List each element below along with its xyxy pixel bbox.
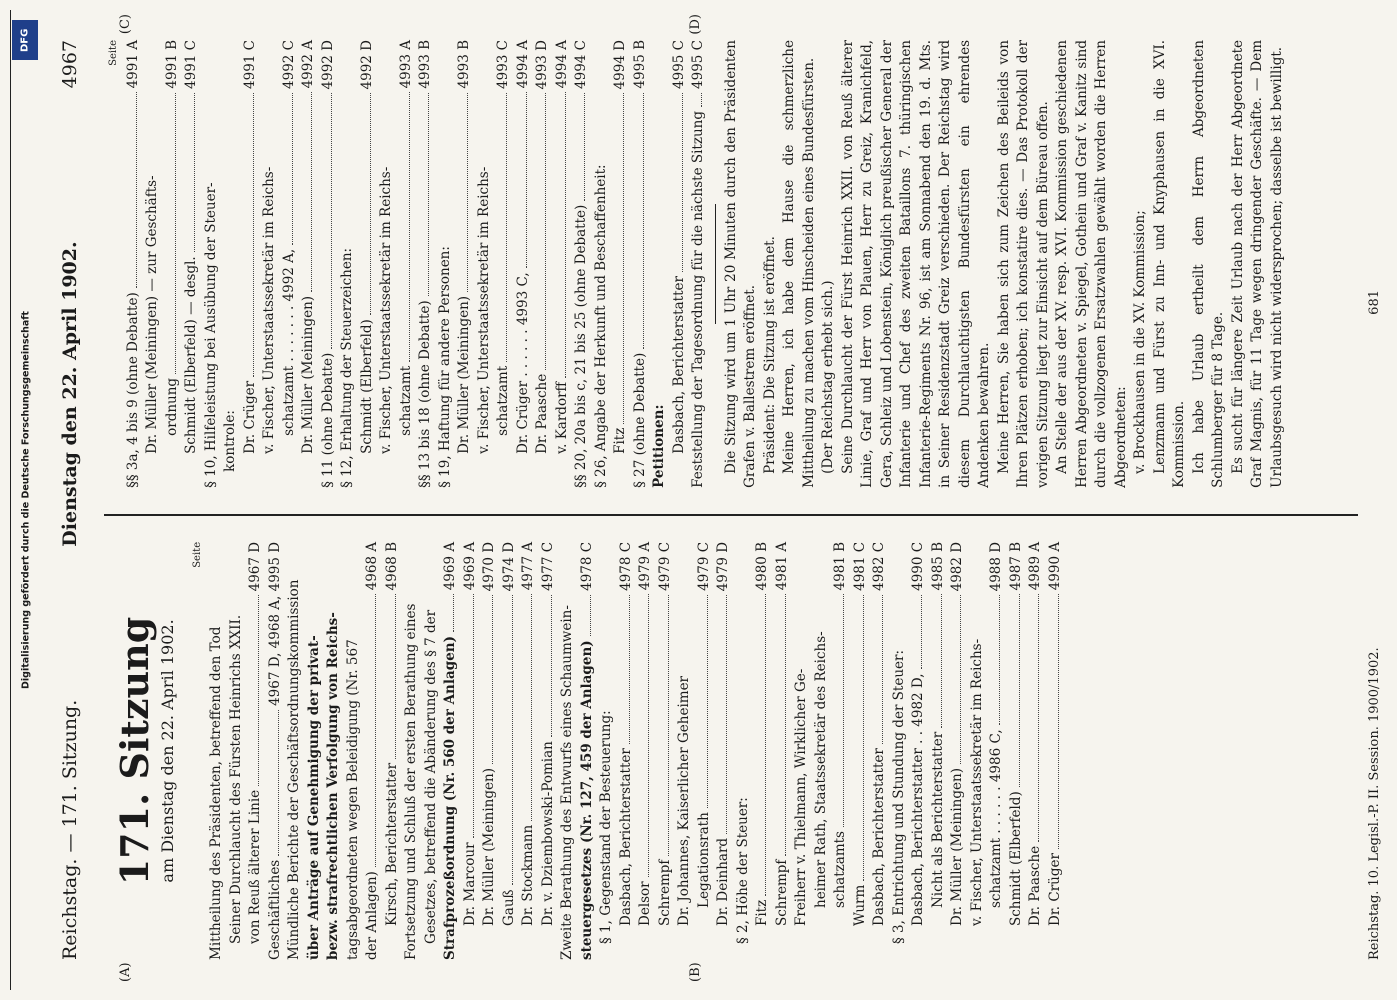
toc-page-ref: 4982 D bbox=[949, 541, 965, 592]
toc-entry bbox=[656, 542, 676, 960]
toc-entry bbox=[592, 40, 612, 488]
toc-entry bbox=[714, 542, 734, 960]
toc-entry-text: § 10, Hilfeleistung bei Ausübung der Steuer- bbox=[202, 182, 219, 488]
toc-entry bbox=[163, 40, 183, 488]
toc-leader-dots bbox=[726, 595, 727, 834]
toc-entry bbox=[363, 542, 383, 960]
footer-page-number: 681 bbox=[1367, 290, 1382, 315]
toc-page-ref: 4995 C bbox=[670, 40, 687, 89]
toc-entry-text: Petitionen: bbox=[651, 404, 667, 488]
left-column bbox=[104, 542, 1358, 960]
toc-entry bbox=[124, 40, 144, 488]
toc-entry-text: Schmidt (Elberfeld) bbox=[1007, 791, 1024, 926]
header-center: Dienstag den 22. April 1902. bbox=[59, 241, 81, 547]
toc-entry-text: Dr. Müller (Meiningen) bbox=[481, 768, 497, 926]
toc-page-ref: 4988 D bbox=[988, 541, 1004, 592]
dfg-logo bbox=[12, 20, 38, 60]
toc-page-ref: 4991 A bbox=[124, 40, 141, 89]
header-left: Reichstag. — 171. Sitzung. bbox=[59, 699, 81, 960]
toc-page-ref: 4994 D bbox=[612, 40, 628, 90]
toc-entry-text: § 1, Gegenstand der Besteuerung: bbox=[598, 710, 614, 944]
toc-entry-text: bezw. strafrechtlichen Verfolgung von Reichs- bbox=[325, 612, 341, 960]
seite-label: Seite bbox=[191, 541, 203, 568]
toc-leader-dots bbox=[492, 595, 493, 764]
toc-entry-text: Geschäftliches bbox=[266, 859, 283, 960]
proceedings-paragraph: Meine Herren, Sie haben sich zum Zeichen des Beileids von Ihren Plätzen erhoben; ich konstatire dies. — Das Protokoll der vorigen Sitzung liegt zur Einsicht auf dem Büreau offen. bbox=[995, 40, 1051, 488]
proceedings-paragraph: v. Brockhausen in die XV. Kommission; bbox=[1132, 210, 1148, 474]
proceedings-paragraph: Meine Herren, ich habe dem Hause die schmerzliche Mittheilung zu machen vom Hinscheiden eines Bundesfürsten. bbox=[781, 40, 817, 488]
toc-entry-text: Schmidt (Elberfeld) bbox=[358, 319, 375, 454]
toc-entry-text: Zweite Berathung des Entwurfs eines Schaumwein- bbox=[559, 605, 575, 960]
toc-entry bbox=[494, 40, 514, 488]
toc-entry-text: Freiherr v. Thielmann, Wirklicher Ge- bbox=[793, 668, 809, 926]
toc-entry bbox=[319, 40, 339, 488]
toc-page-ref: 4993 B bbox=[417, 40, 433, 89]
toc-entry-text: Gauß bbox=[500, 889, 517, 926]
proceedings-paragraph: Es sucht für längere Zeit Urlaub nach der Herr Abgeordnete Graf Magnis, für 11 Tage wegen dringender Geschäfte. — Dem Urlaubsgesuch wird nicht widersprochen; dasselbe ist bewilligt. bbox=[1229, 40, 1285, 488]
column-divider bbox=[104, 514, 1358, 516]
toc-leader-dots bbox=[473, 594, 474, 838]
toc-leader-dots bbox=[512, 595, 513, 885]
toc-leader-dots bbox=[467, 93, 468, 292]
digitization-note bbox=[10, 10, 41, 990]
toc-page-ref: 4992 D bbox=[319, 40, 336, 90]
toc-page-ref: 4979 D bbox=[715, 541, 731, 592]
toc-entry bbox=[636, 542, 656, 960]
toc-page-ref: 4993 B bbox=[456, 40, 472, 89]
toc-leader-dots bbox=[395, 594, 396, 758]
toc-entry bbox=[260, 40, 280, 488]
toc-entry bbox=[987, 542, 1007, 960]
toc-page-ref: 4968 B bbox=[383, 541, 400, 591]
proceedings-paragraph: Lenzmann und Fürst zu Inn- und Knyphausen in die XVI. Kommission. bbox=[1151, 40, 1187, 488]
toc-entry-text: Legationsrath bbox=[695, 812, 712, 908]
toc-entry-text: § 11 (ohne Debatte) bbox=[319, 352, 336, 488]
toc-entry bbox=[948, 542, 968, 960]
toc-entry-text: Mittheilung des Präsidenten, betreffend den Tod bbox=[208, 626, 224, 960]
toc-entry bbox=[734, 542, 754, 960]
toc-entry-text: § 2, Höhe der Steuer: bbox=[734, 797, 751, 944]
toc-page-ref: 4969 A bbox=[442, 541, 458, 591]
two-columns bbox=[104, 40, 1358, 960]
toc-entry-text: Gesetzes, betreffend die Abänderung des § 7 der bbox=[422, 609, 439, 944]
toc-entry bbox=[558, 542, 578, 960]
toc-leader-dots bbox=[623, 93, 624, 423]
toc-entry-text: v. Fischer, Unterstaatssekretär im Reichs- bbox=[378, 166, 394, 454]
running-head bbox=[56, 40, 84, 960]
toc-entry bbox=[227, 542, 247, 960]
toc-entry-text: über Anträge auf Genehmigung der privat- bbox=[305, 635, 322, 960]
toc-entry bbox=[533, 40, 553, 488]
toc-entry-text: schatzamt . . . . . . . 4992 A, bbox=[280, 248, 297, 436]
toc-entry-text: § 12, Erhaltung der Steuerzeichen: bbox=[339, 247, 355, 488]
toc-entry bbox=[929, 542, 949, 960]
toc-leader-dots bbox=[999, 595, 1000, 725]
toc-entry-text: Schrempf bbox=[656, 859, 673, 926]
toc-entry bbox=[753, 542, 773, 960]
toc-entry bbox=[383, 542, 403, 960]
toc-entry bbox=[475, 40, 495, 488]
toc-entry-text: v. Fischer, Unterstaatssekretär im Reichs- bbox=[968, 638, 985, 926]
toc-entry-text: heimer Rath, Staatssekretär des Reichs- bbox=[812, 631, 829, 908]
toc-entry-text: Dasbach, Berichterstatter bbox=[617, 748, 634, 926]
toc-entry-text: v. Fischer, Unterstaatssekretär im Reichs- bbox=[475, 166, 492, 454]
toc-leader-dots bbox=[311, 92, 312, 292]
rotated-page bbox=[48, 14, 1388, 982]
toc-leader-dots bbox=[545, 93, 546, 369]
toc-entry-text: § 3, Entrichtung und Stundung der Steuer: bbox=[890, 649, 907, 944]
toc-entry bbox=[695, 542, 715, 960]
toc-leader-dots bbox=[648, 594, 649, 877]
toc-leader-dots bbox=[409, 92, 410, 361]
toc-entry-text: Dr. Marcour bbox=[461, 842, 478, 926]
toc-entry bbox=[890, 542, 910, 960]
section-rule bbox=[715, 204, 716, 324]
toc-page-ref: 4990 C bbox=[910, 541, 926, 591]
toc-entry-text: Kirsch, Berichterstatter bbox=[383, 762, 400, 926]
toc-leader-dots bbox=[136, 92, 137, 288]
toc-entry-text: v. Fischer, Unterstaatssekretär im Reichs- bbox=[261, 166, 277, 454]
proceedings-text bbox=[722, 40, 1288, 488]
page-sheet bbox=[48, 14, 1388, 982]
toc-entry bbox=[436, 40, 456, 488]
toc-page-ref: 4979 A bbox=[637, 541, 653, 591]
session-title: 171. Sitzung bbox=[112, 616, 157, 886]
toc-entry bbox=[402, 542, 422, 960]
toc-entry bbox=[851, 542, 871, 960]
toc-entry-text: Nicht als Berichterstatter bbox=[929, 731, 946, 908]
toc-entry bbox=[285, 542, 305, 960]
toc-entry-text: v. Kardorff bbox=[553, 381, 570, 454]
toc-page-ref: 4981 C bbox=[851, 541, 868, 591]
toc-entry-text: Dr. Johannes, Kaiserlicher Geheimer bbox=[676, 675, 692, 926]
toc-entry bbox=[1046, 542, 1066, 960]
toc-entry-text: Dr. Müller (Meiningen) — zur Geschäfts- bbox=[144, 175, 160, 454]
toc-entry bbox=[1026, 542, 1046, 960]
toc-leader-dots bbox=[253, 93, 254, 377]
toc-page-ref: 4991 C bbox=[183, 40, 199, 89]
toc-entry bbox=[441, 542, 461, 960]
toc-entry bbox=[631, 40, 651, 488]
toc-entry bbox=[344, 542, 364, 960]
toc-leader-dots bbox=[629, 595, 630, 744]
toc-entry-text: Dr. Deinhard bbox=[715, 837, 731, 926]
toc-entry-text: § 19, Haftung für andere Personen: bbox=[436, 246, 453, 488]
toc-entry bbox=[480, 542, 500, 960]
toc-page-ref: 4991 C bbox=[241, 40, 258, 89]
toc-entry-text: Dasbach, Berichterstatter bbox=[670, 276, 687, 454]
toc-entry-text: Dr. Crüger bbox=[241, 380, 258, 454]
toc-entry-text: Dr. Crüger . . . . . . 4993 C, bbox=[514, 272, 531, 454]
toc-page-ref: 4995 C bbox=[690, 40, 706, 89]
toc-entry bbox=[246, 542, 266, 960]
toc-leader-dots bbox=[1019, 594, 1020, 787]
toc-page-ref: 4993 C bbox=[495, 40, 511, 89]
toc-entry-text: Fitz bbox=[754, 899, 770, 926]
toc-page-ref: 4967 D bbox=[247, 541, 263, 592]
toc-entry bbox=[514, 40, 534, 488]
toc-entry-text: § 26, Angabe der Herkunft und Beschaffenheit: bbox=[592, 164, 609, 488]
toc-page-ref: 4994 A bbox=[514, 40, 531, 89]
toc-entry bbox=[572, 40, 592, 488]
toc-entry-text: Dr. Müller (Meiningen) bbox=[949, 768, 965, 926]
toc-leader-dots bbox=[370, 93, 371, 315]
toc-leader-dots bbox=[584, 93, 585, 201]
toc-entry-text: Dr. Crüger bbox=[1046, 853, 1063, 926]
toc-entry-text: Strafprozeßordnung (Nr. 560 der Anlagen) bbox=[442, 636, 458, 960]
proceedings-paragraph: Die Sitzung wird um 1 Uhr 20 Minuten durch den Präsidenten Grafen v. Ballestrem eröffnet. bbox=[722, 40, 758, 488]
toc-entry bbox=[377, 40, 397, 488]
toc-entry bbox=[1007, 542, 1027, 960]
toc-page-ref: 4992 D bbox=[358, 40, 375, 90]
toc-leader-dots bbox=[707, 595, 708, 808]
toc-page-ref: 4974 D bbox=[500, 541, 517, 592]
toc-leader-dots bbox=[1038, 594, 1039, 842]
toc-entry-text: der Anlagen) bbox=[364, 871, 380, 960]
toc-entry bbox=[416, 40, 436, 488]
toc-entry bbox=[553, 40, 573, 488]
toc-leader-dots bbox=[453, 594, 454, 632]
toc-entry bbox=[578, 542, 598, 960]
toc-leader-dots bbox=[331, 93, 332, 348]
toc-entry-text: Dr. v. Dziembowski-Pomian bbox=[539, 741, 556, 926]
toc-leader-dots bbox=[258, 595, 259, 785]
toc-entry bbox=[221, 40, 241, 488]
toc-entry-text: §§ 13 bis 18 (ohne Debatte) bbox=[417, 300, 433, 488]
toc-entry-text: tagsabgeordneten wegen Beleidigung (Nr. 567 bbox=[344, 639, 361, 960]
toc-page-ref: 4982 C bbox=[871, 541, 887, 591]
toc-page-ref: 4980 B bbox=[754, 541, 770, 591]
toc-entry bbox=[266, 542, 286, 960]
toc-page-ref: 4981 A bbox=[773, 541, 790, 591]
toc-entry bbox=[397, 40, 417, 488]
toc-entry bbox=[305, 542, 325, 960]
toc-leader-dots bbox=[551, 595, 552, 737]
toc-entry-text: schatzamt bbox=[397, 365, 414, 436]
toc-page-ref: 4978 C bbox=[617, 541, 634, 591]
proceedings-paragraph: Seine Durchlaucht der Fürst Heinrich XXII. von Reuß älterer Linie, Graf und Herr von Plauen, Herr zu Greiz, Kranichfeld, Gera, Schleiz und Lobenstein, Königlich preußischer General der Infanterie und Chef des zweiten Bataillons 7. thüringischen Infanterie-Regiments Nr. 96, ist am Sonnabend den 19. d. Mts. in Seiner Residenzstadt Greiz verschieden. Der Reichstag wird diesem Durchlauchtigsten Bundesfürsten ein ehrendes Andenken bewahren. bbox=[839, 40, 992, 488]
toc-entry bbox=[773, 542, 793, 960]
toc-entry bbox=[675, 542, 695, 960]
toc-page-ref: 4993 D bbox=[534, 40, 550, 90]
proceedings-paragraph: Präsident: Die Sitzung ist eröffnet. bbox=[761, 236, 778, 474]
toc-leader-dots bbox=[921, 595, 922, 670]
toc-leader-dots bbox=[175, 93, 176, 374]
toc-page-ref: 4981 B bbox=[832, 541, 848, 591]
toc-page-ref: 4977 C bbox=[539, 541, 556, 591]
toc-entry-text: Dasbach, Berichterstatter bbox=[871, 748, 887, 926]
toc-entry-text: Mündliche Berichte der Geschäftsordnungskommission bbox=[286, 579, 302, 960]
toc-entry bbox=[324, 542, 344, 960]
margin-mark-d: (D) bbox=[688, 14, 703, 35]
toc-page-ref: 4968 A bbox=[364, 541, 380, 591]
right-toc bbox=[124, 40, 709, 488]
toc-entry-text: von Reuß älterer Linie bbox=[247, 789, 263, 944]
toc-entry bbox=[909, 542, 929, 960]
toc-entry-text: Fortsetzung und Schluß der ersten Berathung eines bbox=[403, 603, 419, 960]
toc-leader-dots bbox=[506, 93, 507, 362]
toc-leader-dots bbox=[1058, 594, 1059, 849]
toc-leader-dots bbox=[375, 594, 376, 867]
toc-entry bbox=[670, 40, 690, 488]
left-toc bbox=[207, 542, 1065, 960]
toc-entry bbox=[831, 542, 851, 960]
toc-page-ref: 4985 B bbox=[929, 541, 946, 591]
digitization-note-text: Digitalisierung gefördert durch die Deutsche Forschungsgemeinschaft bbox=[20, 311, 32, 689]
toc-page-ref: 4979 C bbox=[656, 541, 673, 591]
toc-leader-dots bbox=[590, 595, 591, 636]
toc-entry-text: § 27 (ohne Debatte) bbox=[631, 352, 648, 488]
toc-page-ref: 4977 A bbox=[520, 541, 536, 591]
seite-label-right: Seite bbox=[108, 40, 119, 66]
toc-leader-dots bbox=[941, 594, 942, 727]
toc-entry-text: Wurm bbox=[851, 884, 868, 926]
toc-entry bbox=[870, 542, 890, 960]
toc-entry-text: schatzamt . . . . . . 4986 C, bbox=[988, 729, 1004, 908]
toc-entry bbox=[689, 40, 709, 488]
header-page-number: 4967 bbox=[59, 40, 81, 89]
proceedings-paragraph: An Stelle der aus der XV. resp. XVI. Kommission geschiedenen Herren Abgeordneten v. Spiegel, Gothein und Graf v. Kanitz sind durch die vollzogenen Ersatzwahlen gewählt worden die Herren Abgeordneten: bbox=[1054, 40, 1129, 488]
toc-entry bbox=[611, 40, 631, 488]
toc-page-ref: 4967 D, 4968 A, 4995 D bbox=[266, 541, 283, 706]
toc-leader-dots bbox=[765, 594, 766, 895]
toc-leader-dots bbox=[531, 594, 532, 821]
toc-entry bbox=[455, 40, 475, 488]
toc-entry bbox=[202, 40, 222, 488]
toc-entry-text: Dr. Müller (Meiningen) bbox=[300, 295, 316, 454]
toc-entry-text: Dasbach, Berichterstatter . . 4982 D, bbox=[910, 673, 926, 926]
toc-entry-text: Schrempf bbox=[773, 859, 790, 926]
toc-entry bbox=[358, 40, 378, 488]
toc-entry-text: §§ 3a, 4 bis 9 (ohne Debatte) bbox=[124, 292, 141, 488]
toc-leader-dots bbox=[701, 93, 702, 107]
toc-leader-dots bbox=[292, 93, 293, 245]
dfg-logo-text: DFG bbox=[19, 28, 31, 52]
toc-entry-text: schatzamts bbox=[832, 831, 848, 908]
toc-entry bbox=[968, 542, 988, 960]
toc-entry-text: Dr. Müller (Meiningen) bbox=[456, 295, 472, 454]
toc-entry-text: Feststellung der Tagesordnung für die nächste Sitzung bbox=[690, 110, 706, 488]
toc-page-ref: 4987 B bbox=[1007, 541, 1024, 591]
toc-leader-dots bbox=[643, 93, 644, 349]
toc-entry bbox=[422, 542, 442, 960]
toc-leader-dots bbox=[882, 595, 883, 744]
margin-mark-b: (B) bbox=[688, 962, 703, 982]
toc-leader-dots bbox=[565, 92, 566, 377]
toc-page-ref: 4994 A bbox=[553, 40, 570, 89]
toc-entry bbox=[182, 40, 202, 488]
toc-entry-text: Delsor bbox=[637, 881, 653, 926]
toc-page-ref: 4978 C bbox=[578, 541, 595, 591]
toc-entry-text: Dr. Stockmann bbox=[520, 824, 536, 926]
toc-page-ref: 4994 C bbox=[573, 40, 589, 89]
toc-entry-text: ordnung bbox=[163, 377, 180, 436]
toc-leader-dots bbox=[194, 93, 195, 252]
toc-entry bbox=[650, 40, 670, 488]
toc-entry-text: schatzamt bbox=[495, 365, 511, 436]
toc-entry bbox=[519, 542, 539, 960]
session-subtitle: am Dienstag den 22. April 1902. bbox=[158, 619, 177, 883]
toc-entry bbox=[812, 542, 832, 960]
toc-entry bbox=[299, 40, 319, 488]
toc-entry bbox=[500, 542, 520, 960]
toc-entry-text: Schmidt (Elberfeld) — desgl. bbox=[183, 256, 199, 454]
toc-entry bbox=[461, 542, 481, 960]
toc-page-ref: 4989 A bbox=[1027, 541, 1043, 591]
toc-entry-text: Fitz bbox=[612, 427, 628, 454]
toc-entry bbox=[338, 40, 358, 488]
toc-entry bbox=[597, 542, 617, 960]
margin-mark-c: (C) bbox=[118, 14, 133, 35]
toc-leader-dots bbox=[785, 594, 786, 855]
toc-leader-dots bbox=[863, 595, 864, 881]
toc-entry bbox=[617, 542, 637, 960]
toc-page-ref: 4992 A bbox=[300, 40, 316, 89]
proceedings-paragraph: (Der Reichstag erhebt sich.) bbox=[820, 280, 836, 474]
toc-entry-text: kontrole: bbox=[222, 410, 238, 472]
toc-leader-dots bbox=[668, 595, 669, 856]
toc-page-ref: 4979 C bbox=[695, 541, 712, 591]
toc-entry bbox=[539, 542, 559, 960]
toc-page-ref: 4995 B bbox=[631, 40, 648, 89]
footer-left: Reichstag. 10. Legisl.-P. II. Session. 1900/1902. bbox=[1367, 647, 1382, 960]
toc-page-ref: 4991 B bbox=[163, 40, 180, 89]
toc-leader-dots bbox=[526, 92, 527, 268]
toc-entry-text: Seiner Durchlaucht des Fürsten Heinrichs XXII. bbox=[227, 614, 244, 944]
toc-entry-text: Dr. Paasche bbox=[534, 373, 550, 454]
margin-mark-a: (A) bbox=[118, 962, 133, 982]
toc-page-ref: 4969 A bbox=[461, 541, 478, 591]
toc-entry bbox=[207, 542, 227, 960]
toc-leader-dots bbox=[843, 594, 844, 827]
toc-entry bbox=[280, 40, 300, 488]
toc-leader-dots bbox=[682, 93, 683, 272]
right-column bbox=[104, 40, 1358, 488]
toc-leader-dots bbox=[960, 595, 961, 764]
toc-leader-dots bbox=[428, 93, 429, 297]
toc-entry-text: Dr. Paasche bbox=[1027, 845, 1043, 926]
proceedings-paragraph: Ich habe Urlaub ertheilt dem Herrn Abgeordneten Schlumberger für 8 Tage. bbox=[1190, 40, 1226, 488]
toc-page-ref: 4970 D bbox=[481, 541, 497, 592]
toc-entry-text: steuergesetzes (Nr. 127, 459 der Anlagen) bbox=[578, 640, 595, 960]
toc-entry bbox=[792, 542, 812, 960]
toc-page-ref: 4990 A bbox=[1046, 541, 1063, 591]
toc-page-ref: 4993 A bbox=[397, 40, 414, 89]
toc-entry-text: §§ 20, 20a bis c, 21 bis 25 (ohne Debatte) bbox=[573, 204, 589, 488]
toc-entry bbox=[143, 40, 163, 488]
toc-leader-dots bbox=[278, 710, 279, 856]
toc-page-ref: 4992 C bbox=[280, 40, 297, 89]
toc-entry bbox=[241, 40, 261, 488]
